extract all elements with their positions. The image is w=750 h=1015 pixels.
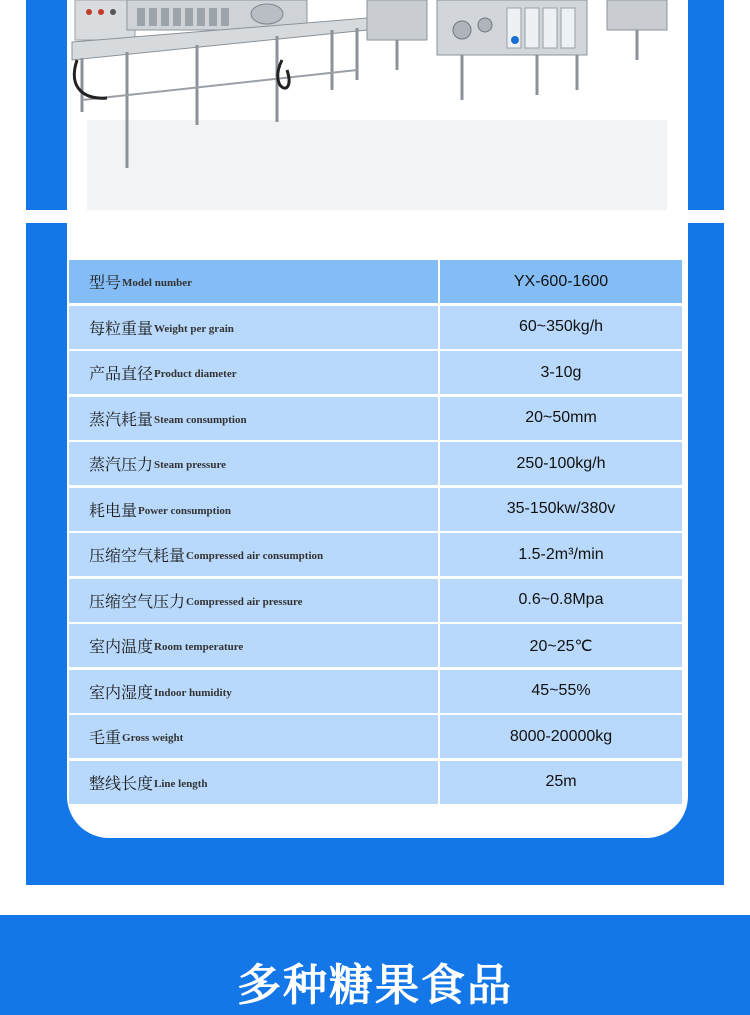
section-banner bbox=[0, 915, 750, 1015]
spec-label-en: Product diameter bbox=[154, 368, 237, 380]
spec-row-power-consumption bbox=[69, 488, 682, 531]
spec-value: 1.5-2m³/min bbox=[518, 545, 604, 563]
spec-label-zh: 产品直径 bbox=[89, 364, 154, 383]
spec-label-zh: 型号 bbox=[89, 273, 122, 292]
spec-label-en: Steam consumption bbox=[154, 413, 247, 426]
spec-label-en: Steam pressure bbox=[154, 459, 227, 471]
spec-row-indoor-humidity bbox=[69, 670, 682, 713]
spec-label-zh: 室内温度 bbox=[89, 637, 154, 656]
spec-value: YX-600-1600 bbox=[513, 272, 609, 290]
spec-label-en: Weight per grain bbox=[154, 322, 234, 335]
spec-label-en: Model number bbox=[122, 277, 192, 289]
spec-label-en: Compressed air pressure bbox=[186, 595, 303, 608]
spec-row-compressed-air-pressure bbox=[69, 579, 682, 622]
spec-label-zh: 耗电量 bbox=[89, 500, 138, 520]
spec-value: 20~50mm bbox=[525, 409, 597, 426]
spec-value: 20~25℃ bbox=[529, 637, 593, 655]
spec-label-en: Gross weight bbox=[122, 732, 184, 744]
spec-value: 8000-20000kg bbox=[509, 727, 613, 745]
spec-row-room-temperature bbox=[69, 624, 682, 667]
spec-value: 25m bbox=[545, 773, 577, 790]
spec-value: 0.6~0.8Mpa bbox=[518, 591, 604, 608]
spec-row-weight-per-grain bbox=[69, 306, 682, 349]
spec-label-zh: 整线长度 bbox=[89, 773, 154, 793]
spec-value: 35-150kw/380v bbox=[506, 500, 616, 517]
spec-row-compressed-air-consumption bbox=[69, 533, 682, 576]
spec-row-line-length bbox=[69, 761, 682, 804]
spec-label-en: Line length bbox=[154, 777, 208, 790]
spec-label-en: Power consumption bbox=[138, 504, 232, 517]
spec-label-zh: 室内湿度 bbox=[89, 682, 154, 702]
section-title: 多种糖果食品 bbox=[237, 960, 513, 1011]
spec-value: 45~55% bbox=[531, 682, 591, 699]
spec-label-zh: 毛重 bbox=[89, 728, 122, 747]
spec-row-model bbox=[69, 260, 682, 303]
spec-label-en: Compressed air consumption bbox=[186, 550, 324, 562]
spec-table bbox=[69, 260, 682, 806]
spec-label-zh: 蒸汽耗量 bbox=[89, 409, 154, 429]
spec-row-product-diameter bbox=[69, 351, 682, 394]
machine-photo bbox=[67, 0, 688, 215]
spec-value: 60~350kg/h bbox=[518, 318, 604, 335]
spec-label-zh: 蒸汽压力 bbox=[89, 455, 154, 474]
spec-row-gross-weight bbox=[69, 715, 682, 758]
spec-label-en: Room temperature bbox=[154, 641, 244, 653]
spec-label-zh: 压缩空气耗量 bbox=[89, 546, 186, 565]
spec-value: 3-10g bbox=[540, 363, 582, 381]
spec-label-zh: 压缩空气压力 bbox=[89, 591, 186, 611]
spec-row-steam-pressure bbox=[69, 442, 682, 485]
spec-row-steam-consumption bbox=[69, 397, 682, 440]
spec-value: 250-100kg/h bbox=[516, 454, 606, 472]
spec-label-en: Indoor humidity bbox=[154, 686, 232, 699]
spec-label-zh: 每粒重量 bbox=[89, 318, 154, 338]
